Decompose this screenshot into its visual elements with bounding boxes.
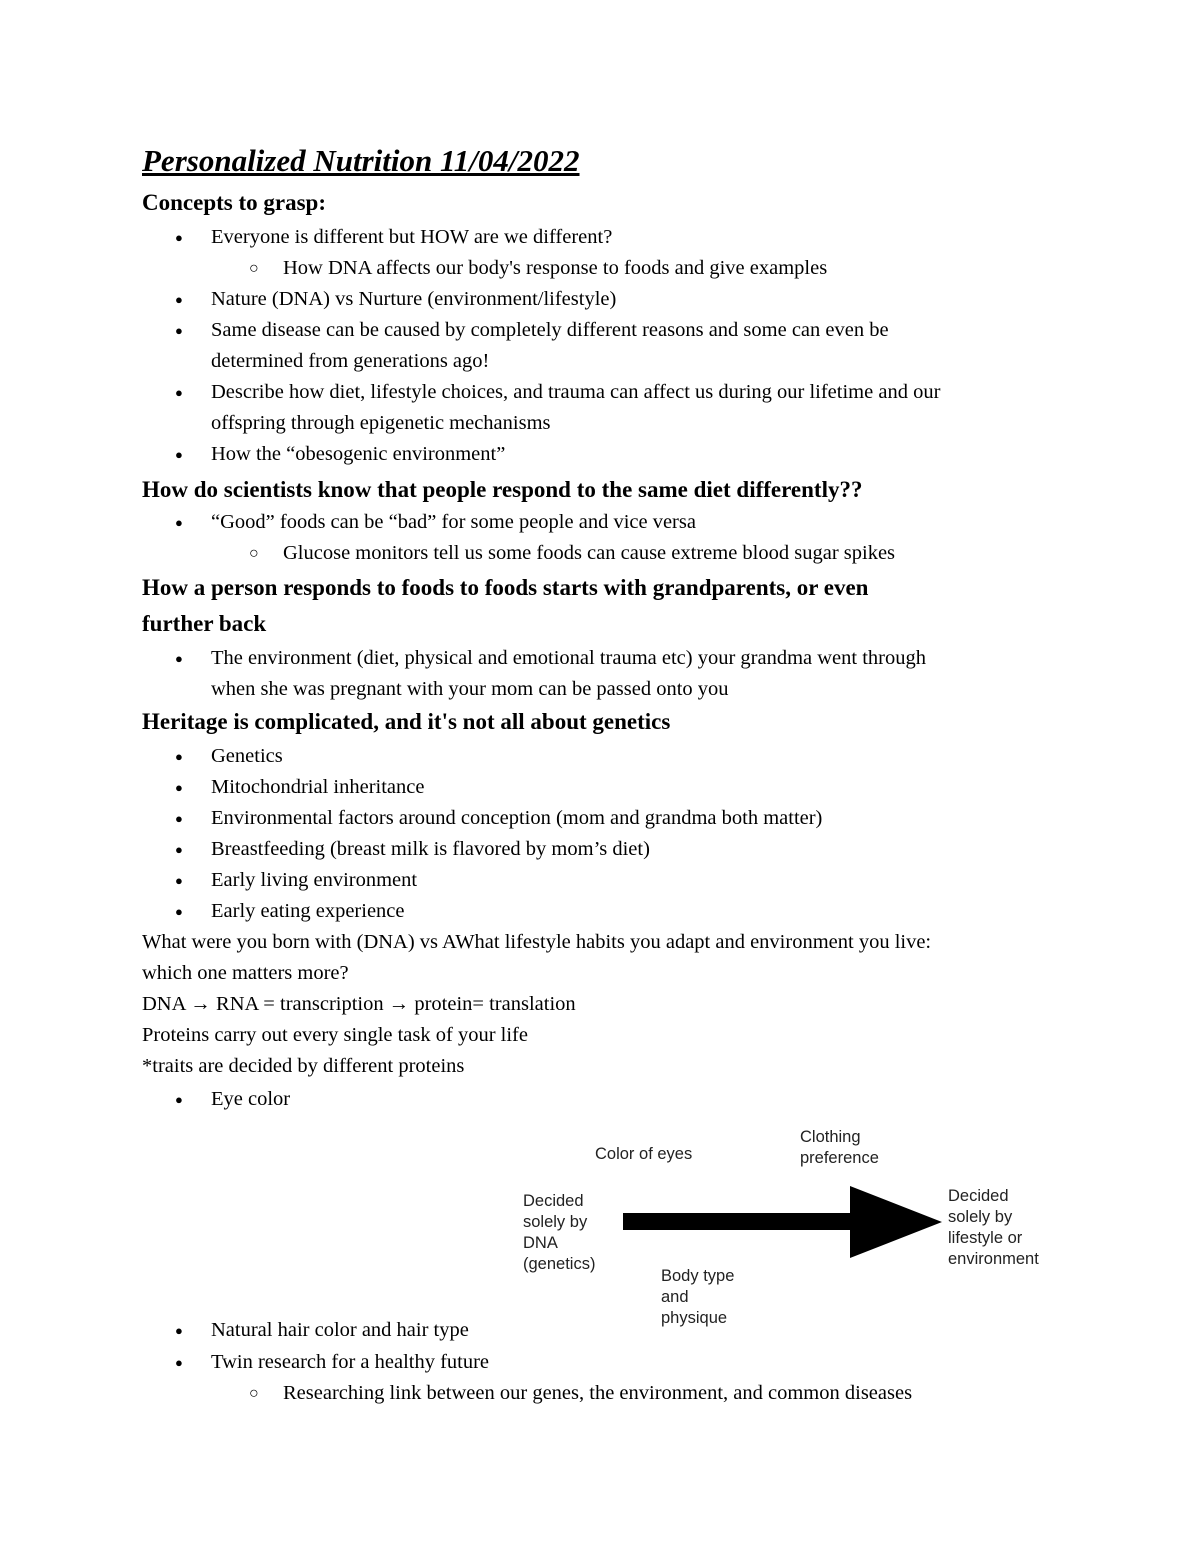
bullet-item: ● Eye color [211,1084,1091,1115]
list-item: ● Mitochondrial inheritance [211,772,1091,803]
label-clothing-preference: Clothing preference [800,1128,879,1167]
paragraph-traits: *traits are decided by different proteins [142,1055,465,1077]
bullet-item [211,377,1091,439]
paragraph-dna-vs-lifestyle [142,927,931,989]
bullet-line: The environment (diet, physical and emotional trauma etc) your grandma went through [211,647,926,669]
heading-grandparents [142,570,868,642]
paragraph-central-dogma: DNA → RNA = transcription → protein= translation [142,993,576,1015]
paragraph-line: which one matters more? [142,962,349,984]
bullet-item: ● How the “obesogenic environment” [211,439,1091,470]
heading-line: How a person responds to foods to foods starts with grandparents, or even [142,575,869,600]
list-item: ● Environmental factors around conception (mom and grandma both matter) [211,803,1091,834]
page-title: Personalized Nutrition 11/04/2022 [142,143,580,178]
label-color-of-eyes: Color of eyes [595,1145,693,1163]
sub-bullet-item: ○ How DNA affects our body's response to foods and give examples [283,253,1103,284]
bullet-item: ● “Good” foods can be “bad” for some people and vice versa [211,507,1091,538]
bullet-item: ● Everyone is different but HOW are we different? [211,222,1091,253]
bullet-item [211,315,1091,377]
bullet-line: when she was pregnant with your mom can be passed onto you [211,678,729,700]
heading-line: further back [142,611,267,636]
list-item: ● Early eating experience [211,896,1091,927]
sub-bullet-item: ○ Glucose monitors tell us some foods can cause extreme blood sugar spikes [283,538,1103,569]
list-item: ● Early living environment [211,865,1091,896]
paragraph-proteins: Proteins carry out every single task of your life [142,1024,528,1046]
heading-scientists: How do scientists know that people respond to the same diet differently?? [142,477,863,502]
bullet-line: determined from generations ago! [211,350,490,372]
bullet-line: Describe how diet, lifestyle choices, and trauma can affect us during our lifetime and our [211,381,941,403]
list-item: ● Genetics [211,741,1091,772]
sub-bullet-item: ○ Researching link between our genes, the environment, and common diseases [283,1378,1103,1409]
label-decided-by-lifestyle: Decided solely by lifestyle or environment [948,1187,1039,1268]
label-decided-by-dna: Decided solely by DNA (genetics) [523,1192,596,1273]
label-body-type: Body type and physique [661,1267,735,1327]
bullet-line: Same disease can be caused by completely different reasons and some can even be [211,319,889,341]
list-item: ● Breastfeeding (breast milk is flavored by mom’s diet) [211,834,1091,865]
paragraph-line: What were you born with (DNA) vs AWhat lifestyle habits you adapt and environment you live: [142,931,932,953]
spectrum-arrow-icon [620,1180,950,1270]
heading-concepts: Concepts to grasp: [142,190,326,215]
bullet-item [211,643,1091,705]
bullet-item: ● Nature (DNA) vs Nurture (environment/lifestyle) [211,284,1091,315]
bullet-item: ● Natural hair color and hair type [211,1315,651,1346]
heading-heritage: Heritage is complicated, and it's not all about genetics [142,709,671,734]
bullet-item: ● Twin research for a healthy future [211,1347,1091,1378]
bullet-line: offspring through epigenetic mechanisms [211,412,551,434]
